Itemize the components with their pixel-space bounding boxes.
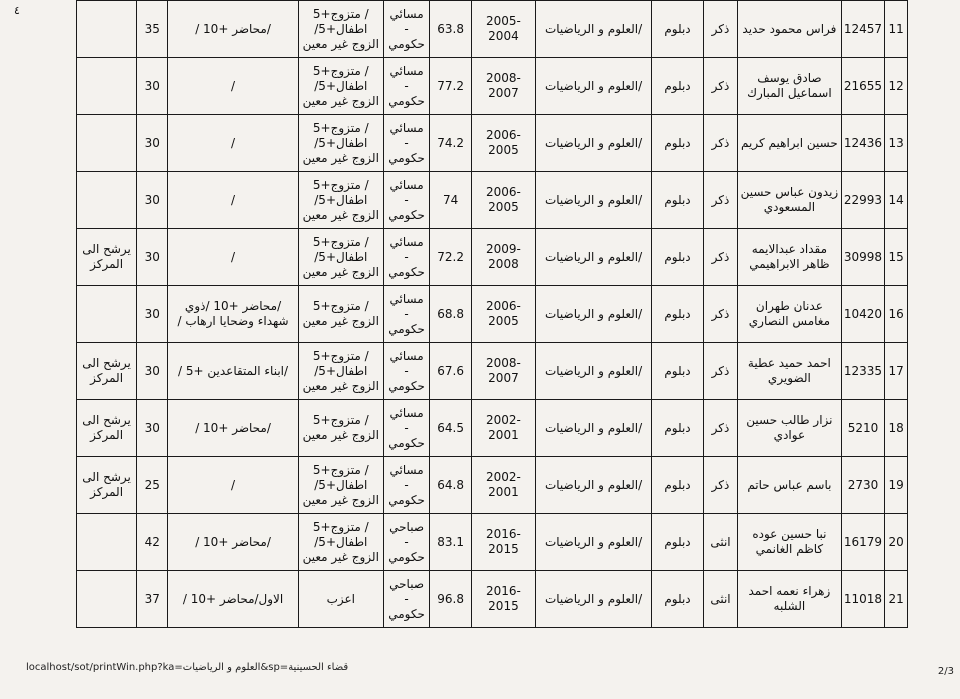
row-gender: ذكر [703, 400, 737, 457]
row-degree: دبلوم [652, 1, 704, 58]
row-gender: ذكر [703, 343, 737, 400]
row-study-type: مسائي - حكومي [383, 229, 430, 286]
row-marital-status: / متزوج+5 اطفال+5/ الزوج غير معين [298, 1, 383, 58]
row-name: عدنان طهران مغامس النصاري [738, 286, 842, 343]
row-extra-points: / [168, 172, 299, 229]
row-id: 16179 [841, 514, 885, 571]
table-row [77, 514, 908, 571]
row-department: /العلوم و الرياضيات [536, 229, 652, 286]
row-department: /العلوم و الرياضيات [536, 1, 652, 58]
row-average: 64.5 [430, 400, 471, 457]
row-department: /العلوم و الرياضيات [536, 400, 652, 457]
table-row [77, 115, 908, 172]
row-degree: دبلوم [652, 571, 704, 628]
row-gender: ذكر [703, 172, 737, 229]
row-gender: ذكر [703, 115, 737, 172]
row-points: 25 [137, 457, 168, 514]
row-extra-points: /محاضر +10 / [168, 1, 299, 58]
row-average: 96.8 [430, 571, 471, 628]
row-points: 30 [137, 229, 168, 286]
row-name: باسم عباس حاتم [738, 457, 842, 514]
row-marital-status: / متزوج+5 اطفال+5/ الزوج غير معين [298, 229, 383, 286]
row-notes [77, 571, 137, 628]
row-seq: 17 [885, 343, 908, 400]
row-seq: 20 [885, 514, 908, 571]
row-name: احمد حميد عطية الضويري [738, 343, 842, 400]
row-study-type: مسائي - حكومي [383, 1, 430, 58]
row-id: 2730 [841, 457, 885, 514]
table-row [77, 172, 908, 229]
row-marital-status: / متزوج+5 اطفال+5/ الزوج غير معين [298, 514, 383, 571]
row-study-type: صباحي - حكومي [383, 514, 430, 571]
row-department: /العلوم و الرياضيات [536, 172, 652, 229]
row-gender: ذكر [703, 457, 737, 514]
row-extra-points: الاول/محاضر +10 / [168, 571, 299, 628]
row-marital-status: / متزوج+5 اطفال+5/ الزوج غير معين [298, 115, 383, 172]
row-years: 2002-2001 [471, 400, 535, 457]
records-table [76, 0, 908, 628]
row-notes [77, 286, 137, 343]
row-points: 30 [137, 115, 168, 172]
table-row [77, 457, 908, 514]
row-average: 68.8 [430, 286, 471, 343]
row-degree: دبلوم [652, 115, 704, 172]
row-department: /العلوم و الرياضيات [536, 514, 652, 571]
row-years: 2006-2005 [471, 115, 535, 172]
row-notes [77, 514, 137, 571]
row-id: 21655 [841, 58, 885, 115]
row-extra-points: /محاضر +10 / [168, 400, 299, 457]
row-years: 2005-2004 [471, 1, 535, 58]
row-seq: 13 [885, 115, 908, 172]
row-seq: 19 [885, 457, 908, 514]
row-degree: دبلوم [652, 229, 704, 286]
row-extra-points: /محاضر +10 /ذوي شهداء وضحايا ارهاب / [168, 286, 299, 343]
row-id: 5210 [841, 400, 885, 457]
row-name: حسين ابراهيم كريم [738, 115, 842, 172]
row-average: 72.2 [430, 229, 471, 286]
table-row [77, 58, 908, 115]
row-average: 63.8 [430, 1, 471, 58]
row-department: /العلوم و الرياضيات [536, 58, 652, 115]
row-extra-points: /ابناء المتقاعدين +5 / [168, 343, 299, 400]
row-years: 2006-2005 [471, 172, 535, 229]
row-name: زيدون عباس حسين المسعودي [738, 172, 842, 229]
footer-url: localhost/sot/printWin.php?ka=العلوم و الرياضيات&sp=قضاء الحسينية [26, 662, 349, 673]
row-years: 2008-2007 [471, 58, 535, 115]
row-id: 10420 [841, 286, 885, 343]
row-department: /العلوم و الرياضيات [536, 571, 652, 628]
table-row [77, 571, 908, 628]
row-name: نزار طالب حسين عوادي [738, 400, 842, 457]
table-row [77, 229, 908, 286]
row-average: 67.6 [430, 343, 471, 400]
row-seq: 16 [885, 286, 908, 343]
row-degree: دبلوم [652, 514, 704, 571]
row-years: 2006-2005 [471, 286, 535, 343]
row-name: مقداد عبدالايمه ظاهر الابراهيمي [738, 229, 842, 286]
row-extra-points: / [168, 229, 299, 286]
row-study-type: مسائي - حكومي [383, 343, 430, 400]
row-notes: يرشح الى المركز [77, 343, 137, 400]
row-years: 2008-2007 [471, 343, 535, 400]
row-study-type: مسائي - حكومي [383, 58, 430, 115]
row-department: /العلوم و الرياضيات [536, 115, 652, 172]
row-seq: 15 [885, 229, 908, 286]
row-gender: ذكر [703, 229, 737, 286]
row-id: 22993 [841, 172, 885, 229]
row-marital-status: / متزوج+5 اطفال+5/ الزوج غير معين [298, 58, 383, 115]
row-extra-points: / [168, 457, 299, 514]
row-marital-status: / متزوج+5 اطفال+5/ الزوج غير معين [298, 457, 383, 514]
row-study-type: صباحي - حكومي [383, 571, 430, 628]
row-gender: انثى [703, 571, 737, 628]
row-extra-points: / [168, 58, 299, 115]
row-degree: دبلوم [652, 172, 704, 229]
row-points: 30 [137, 286, 168, 343]
table-row [77, 1, 908, 58]
row-name: زهراء نعمه احمد الشلبه [738, 571, 842, 628]
row-notes [77, 172, 137, 229]
row-gender: ذكر [703, 1, 737, 58]
row-notes: يرشح الى المركز [77, 400, 137, 457]
row-points: 30 [137, 400, 168, 457]
row-seq: 14 [885, 172, 908, 229]
row-degree: دبلوم [652, 286, 704, 343]
row-name: فراس محمود حديد [738, 1, 842, 58]
row-years: 2002-2001 [471, 457, 535, 514]
row-notes: يرشح الى المركز [77, 229, 137, 286]
row-degree: دبلوم [652, 58, 704, 115]
row-gender: انثى [703, 514, 737, 571]
row-notes: يرشح الى المركز [77, 457, 137, 514]
row-department: /العلوم و الرياضيات [536, 343, 652, 400]
row-years: 2009-2008 [471, 229, 535, 286]
row-points: 37 [137, 571, 168, 628]
row-average: 74 [430, 172, 471, 229]
row-study-type: مسائي - حكومي [383, 115, 430, 172]
row-marital-status: / متزوج+5 اطفال+5/ الزوج غير معين [298, 343, 383, 400]
row-points: 30 [137, 172, 168, 229]
row-marital-status: اعزب [298, 571, 383, 628]
row-points: 30 [137, 58, 168, 115]
row-degree: دبلوم [652, 400, 704, 457]
row-points: 42 [137, 514, 168, 571]
table-row [77, 286, 908, 343]
row-years: 2016-2015 [471, 514, 535, 571]
row-marital-status: / متزوج+5 اطفال+5/ الزوج غير معين [298, 172, 383, 229]
row-department: /العلوم و الرياضيات [536, 286, 652, 343]
row-study-type: مسائي - حكومي [383, 400, 430, 457]
row-id: 12335 [841, 343, 885, 400]
row-seq: 11 [885, 1, 908, 58]
row-notes [77, 1, 137, 58]
row-id: 12457 [841, 1, 885, 58]
row-average: 83.1 [430, 514, 471, 571]
row-seq: 21 [885, 571, 908, 628]
row-notes [77, 58, 137, 115]
row-marital-status: / متزوج+5 الزوج غير معين [298, 400, 383, 457]
row-average: 74.2 [430, 115, 471, 172]
row-years: 2016-2015 [471, 571, 535, 628]
row-extra-points: /محاضر +10 / [168, 514, 299, 571]
table-row [77, 343, 908, 400]
row-extra-points: / [168, 115, 299, 172]
row-gender: ذكر [703, 58, 737, 115]
page-mark: ٤ [14, 4, 20, 17]
row-degree: دبلوم [652, 343, 704, 400]
row-points: 35 [137, 1, 168, 58]
row-study-type: مسائي - حكومي [383, 172, 430, 229]
row-study-type: مسائي - حكومي [383, 457, 430, 514]
row-id: 12436 [841, 115, 885, 172]
row-marital-status: / متزوج+5 الزوج غير معين [298, 286, 383, 343]
row-notes [77, 115, 137, 172]
row-seq: 18 [885, 400, 908, 457]
table-row [77, 400, 908, 457]
row-average: 77.2 [430, 58, 471, 115]
row-seq: 12 [885, 58, 908, 115]
row-name: صادق يوسف اسماعيل المبارك [738, 58, 842, 115]
row-id: 11018 [841, 571, 885, 628]
row-name: نبا حسين عوده كاظم الغانمي [738, 514, 842, 571]
row-points: 30 [137, 343, 168, 400]
footer-page-number: 2/3 [937, 666, 954, 677]
row-department: /العلوم و الرياضيات [536, 457, 652, 514]
row-degree: دبلوم [652, 457, 704, 514]
row-gender: ذكر [703, 286, 737, 343]
row-study-type: مسائي - حكومي [383, 286, 430, 343]
row-id: 30998 [841, 229, 885, 286]
row-average: 64.8 [430, 457, 471, 514]
